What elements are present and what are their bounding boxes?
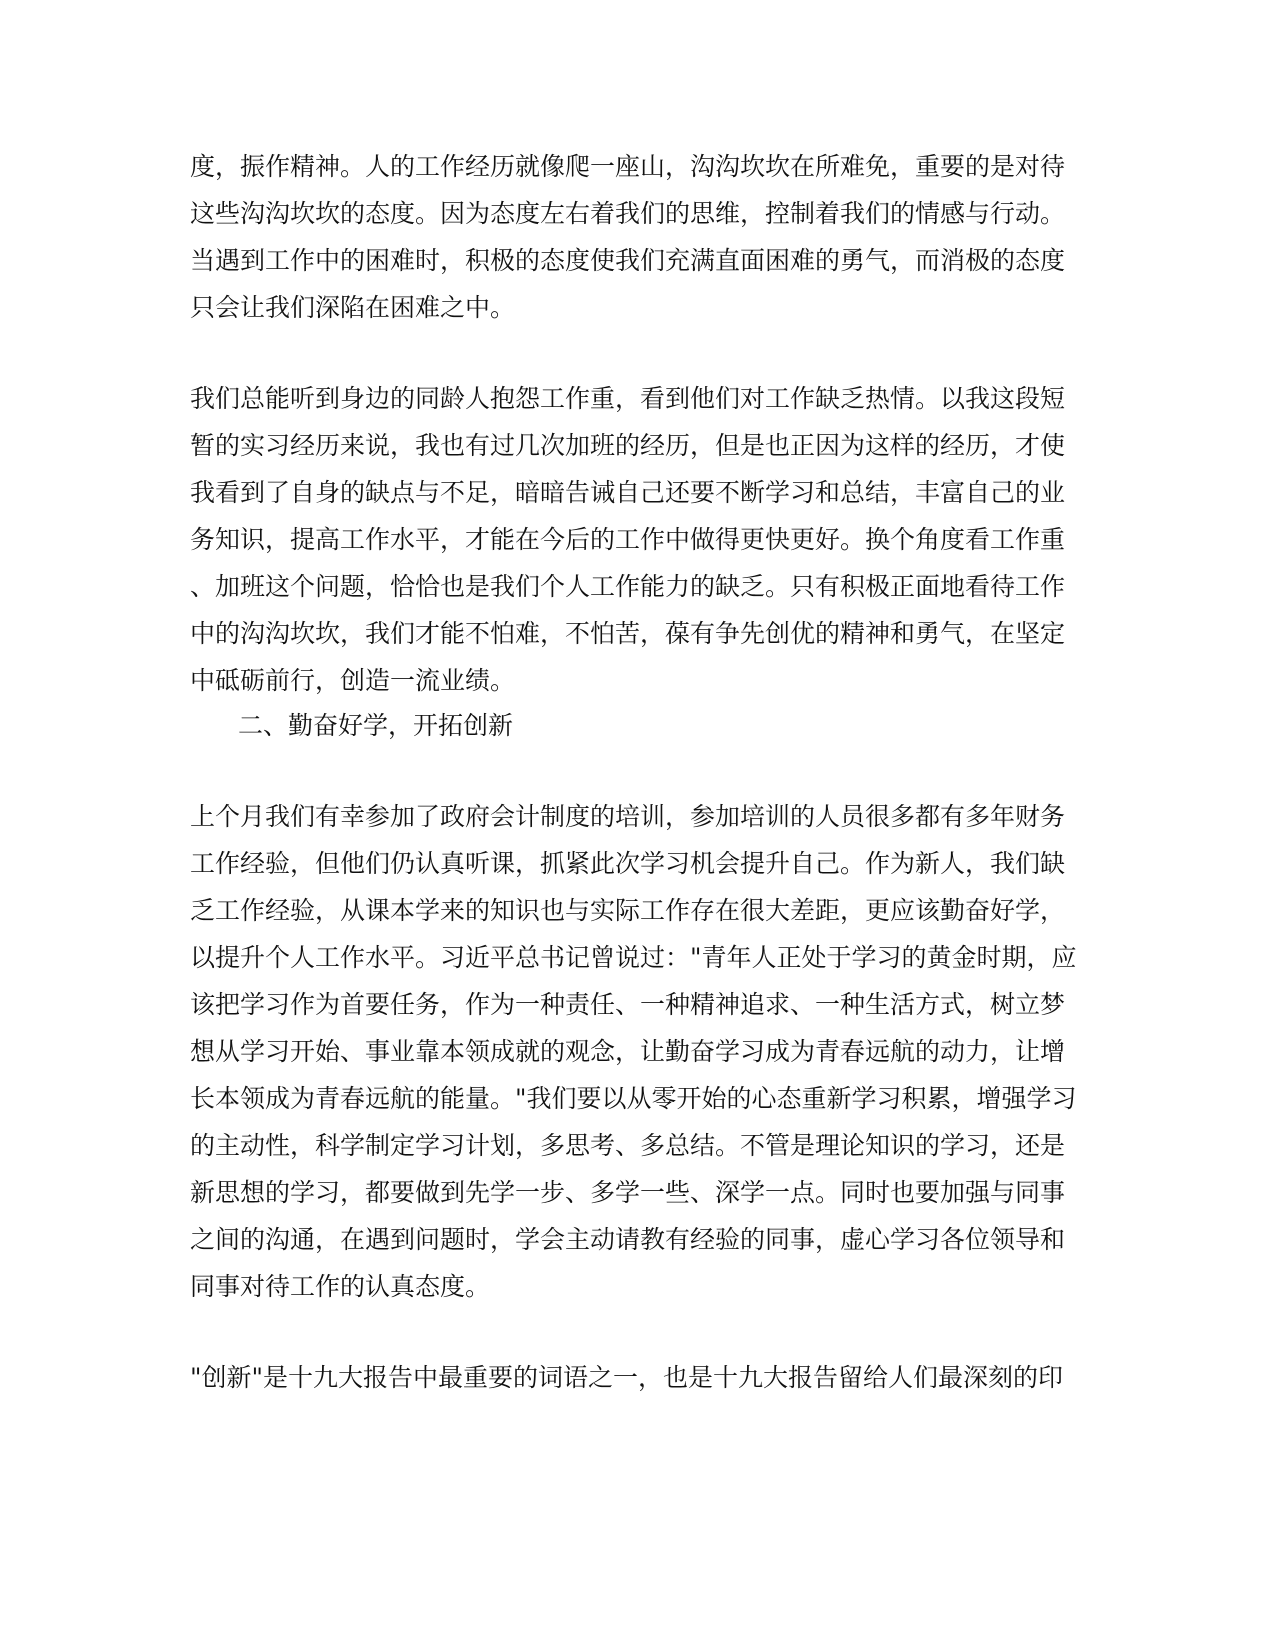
paragraph-2-line-7: 中砥砺前行，创造一流业绩。 bbox=[190, 666, 516, 695]
paragraph-3-line-4: 以提升个人工作水平。习近平总书记曾说过："青年人正处于学习的黄金时期，应 bbox=[190, 943, 1077, 972]
paragraph-3-line-9: 新思想的学习，都要做到先学一步、多学一些、深学一点。同时也要加强与同事 bbox=[190, 1178, 1066, 1207]
section-heading: 二、勤奋好学，开拓创新 bbox=[238, 711, 514, 740]
paragraph-3-line-8: 的主动性，科学制定学习计划，多思考、多总结。不管是理论知识的学习，还是 bbox=[190, 1131, 1066, 1160]
paragraph-2-line-1: 我们总能听到身边的同龄人抱怨工作重，看到他们对工作缺乏热情。以我这段短 bbox=[190, 384, 1066, 413]
paragraph-2-line-3: 我看到了自身的缺点与不足，暗暗告诫自己还要不断学习和总结，丰富自己的业 bbox=[190, 478, 1066, 507]
paragraph-2-line-6: 中的沟沟坎坎，我们才能不怕难，不怕苦，葆有争先创优的精神和勇气，在坚定 bbox=[190, 619, 1066, 648]
paragraph-1-line-3: 当遇到工作中的困难时，积极的态度使我们充满直面困难的勇气，而消极的态度 bbox=[190, 246, 1066, 275]
paragraph-3-line-5: 该把学习作为首要任务，作为一种责任、一种精神追求、一种生活方式，树立梦 bbox=[190, 990, 1066, 1019]
paragraph-1-line-4: 只会让我们深陷在困难之中。 bbox=[190, 293, 516, 322]
paragraph-3-line-2: 工作经验，但他们仍认真听课，抓紧此次学习机会提升自己。作为新人，我们缺 bbox=[190, 849, 1066, 878]
paragraph-3-line-11: 同事对待工作的认真态度。 bbox=[190, 1272, 491, 1301]
paragraph-3-line-10: 之间的沟通，在遇到问题时，学会主动请教有经验的同事，虚心学习各位领导和 bbox=[190, 1225, 1066, 1254]
paragraph-2-line-5: 、加班这个问题，恰恰也是我们个人工作能力的缺乏。只有积极正面地看待工作 bbox=[190, 572, 1066, 601]
paragraph-2-line-2: 暂的实习经历来说，我也有过几次加班的经历，但是也正因为这样的经历，才使 bbox=[190, 431, 1066, 460]
paragraph-3-line-7: 长本领成为青春远航的能量。"我们要以从零开始的心态重新学习积累，增强学习 bbox=[190, 1084, 1077, 1113]
paragraph-3-line-1: 上个月我们有幸参加了政府会计制度的培训，参加培训的人员很多都有多年财务 bbox=[190, 802, 1066, 831]
paragraph-4-line-1: "创新"是十九大报告中最重要的词语之一，也是十九大报告留给人们最深刻的印 bbox=[190, 1363, 1064, 1392]
paragraph-2-line-4: 务知识，提高工作水平，才能在今后的工作中做得更快更好。换个角度看工作重 bbox=[190, 525, 1066, 554]
paragraph-3-line-6: 想从学习开始、事业靠本领成就的观念，让勤奋学习成为青春远航的动力，让增 bbox=[190, 1037, 1066, 1066]
paragraph-3-line-3: 乏工作经验，从课本学来的知识也与实际工作存在很大差距，更应该勤奋好学， bbox=[190, 896, 1066, 925]
paragraph-1-line-1: 度，振作精神。人的工作经历就像爬一座山，沟沟坎坎在所难免，重要的是对待 bbox=[190, 152, 1066, 181]
paragraph-1-line-2: 这些沟沟坎坎的态度。因为态度左右着我们的思维，控制着我们的情感与行动。 bbox=[190, 199, 1066, 228]
